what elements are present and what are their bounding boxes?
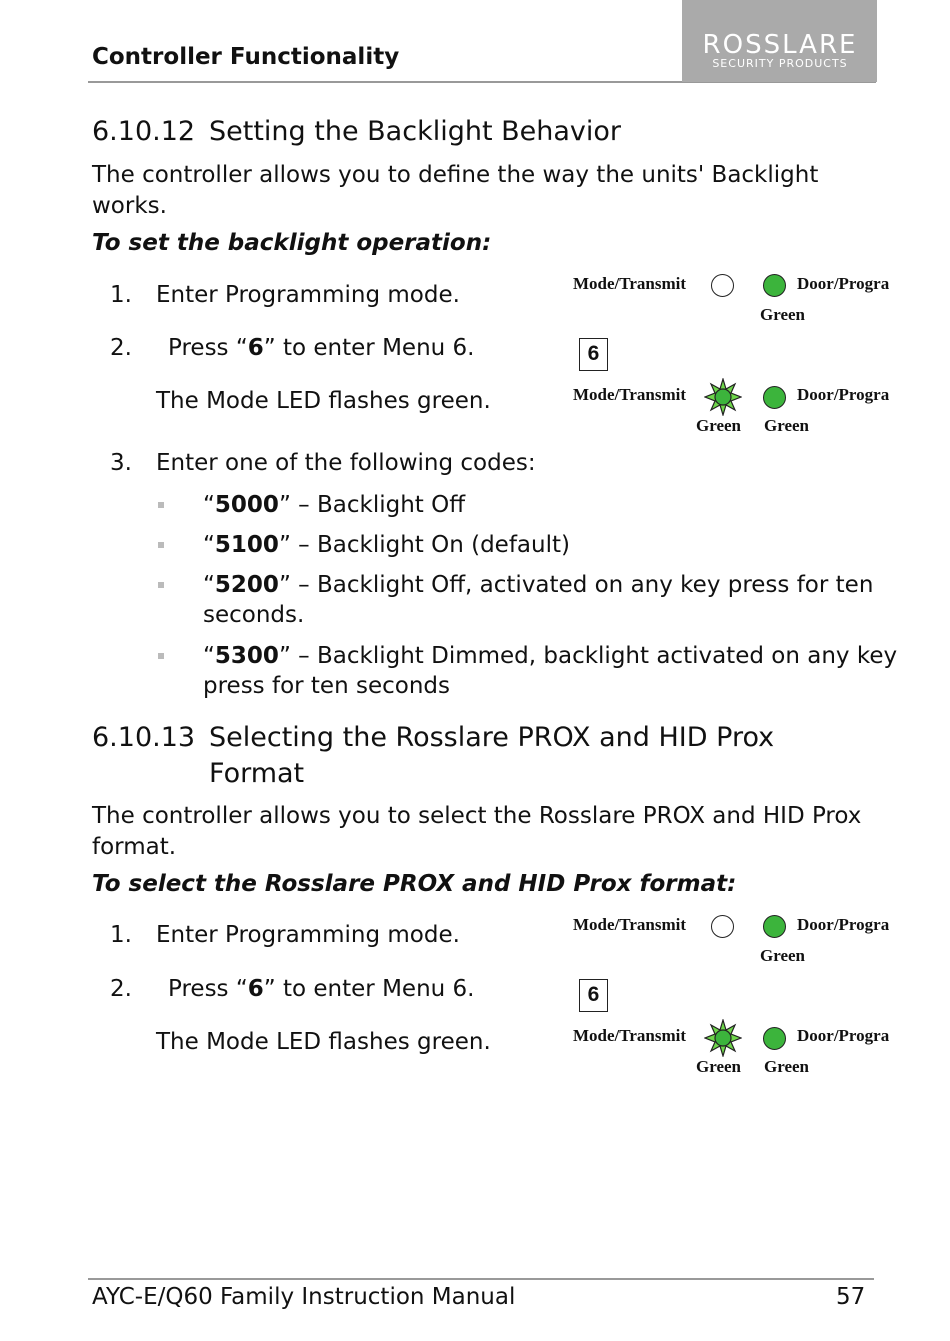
key-6-icon: 6 (579, 979, 608, 1012)
mode-transmit-label: Mode/Transmit (573, 915, 687, 934)
bullet-icon (158, 502, 164, 508)
section-heading-prox-format (92, 722, 872, 753)
mode-led-flashing-icon (704, 1019, 742, 1057)
key-6: 6 (247, 335, 264, 361)
logo-tagline: SECURITY PRODUCTS (712, 57, 848, 70)
rosslare-logo (682, 0, 877, 82)
section-title-continued: Format (209, 758, 305, 789)
code-open: “ (203, 492, 215, 518)
step-2-result: The Mode LED flashes green. (156, 388, 491, 414)
step-number: 1. (110, 922, 132, 948)
door-program-label: Door/Progra (797, 385, 890, 404)
section-intro (92, 160, 818, 222)
section-title: Setting the Backlight Behavior (209, 116, 622, 147)
door-led-green-icon (763, 915, 786, 938)
intro-line: The controller allows you to define the way the units' Backlight (92, 162, 819, 188)
door-led-color-label: Green (764, 1057, 810, 1076)
page-number: 57 (836, 1284, 866, 1310)
led-diagram-section2 (573, 911, 908, 1081)
mode-transmit-label: Mode/Transmit (573, 385, 687, 404)
step-2-result: The Mode LED flashes green. (156, 1029, 491, 1055)
step-number: 2. (110, 976, 132, 1002)
section-number: 6.10.12 (92, 116, 196, 147)
step-text-post: ” to enter Menu 6. (263, 976, 475, 1002)
door-led-green-icon (763, 274, 786, 297)
step-text-pre: Press “ (168, 976, 248, 1002)
code-value: 5300 (214, 643, 279, 669)
running-header-title: Controller Functionality (92, 44, 400, 70)
step-number: 3. (110, 450, 132, 476)
step-text: Enter one of the following codes: (156, 450, 536, 476)
step-number: 2. (110, 335, 132, 361)
code-description: – Backlight Off (290, 492, 466, 518)
code-description: – Backlight Dimmed, backlight activated on any key (290, 643, 898, 669)
section-heading-backlight (92, 116, 621, 147)
door-program-label: Door/Progra (797, 915, 890, 934)
section-intro (92, 801, 861, 863)
step-text-pre: Press “ (168, 335, 248, 361)
code-value: 5000 (214, 492, 279, 518)
code-value: 5100 (214, 532, 279, 558)
intro-line: works. (92, 193, 167, 219)
procedure-intro: To select the Rosslare PROX and HID Prox format: (92, 871, 737, 897)
mode-led-flashing-icon (704, 378, 742, 416)
code-value: 5200 (214, 572, 279, 598)
led-diagram-section1 (573, 270, 908, 440)
door-led-green-icon (763, 1027, 786, 1050)
code-open: “ (203, 643, 215, 669)
code-description-cont: press for ten seconds (203, 673, 450, 699)
code-description: – Backlight Off, activated on any key press for ten (290, 572, 874, 598)
door-program-label: Door/Progra (797, 1026, 890, 1045)
door-program-label: Door/Progra (797, 274, 890, 293)
key-6-icon: 6 (579, 338, 608, 371)
section-title: Selecting the Rosslare PROX and HID Prox (209, 722, 775, 753)
mode-led-off-icon (711, 915, 734, 938)
manual-title: AYC-E/Q60 Family Instruction Manual (92, 1284, 516, 1310)
intro-line: The controller allows you to select the Rosslare PROX and HID Prox (92, 803, 862, 829)
code-close: ” (278, 532, 291, 558)
key-6: 6 (247, 976, 264, 1002)
mode-transmit-label: Mode/Transmit (573, 274, 687, 293)
code-close: ” (278, 492, 291, 518)
code-open: “ (203, 572, 215, 598)
intro-line: format. (92, 834, 177, 860)
bullet-icon (158, 653, 164, 659)
step-text: Enter Programming mode. (156, 922, 460, 948)
step-number: 1. (110, 282, 132, 308)
step-text (168, 335, 474, 361)
code-open: “ (203, 532, 215, 558)
step-text: Enter Programming mode. (156, 282, 460, 308)
bullet-icon (158, 582, 164, 588)
footer-divider (88, 1278, 874, 1280)
procedure-intro: To set the backlight operation: (92, 230, 492, 256)
door-led-color-label: Green (764, 416, 810, 435)
door-led-green-icon (763, 386, 786, 409)
mode-led-color-label: Green (696, 416, 742, 435)
logo-brand: ROSSLARE (702, 30, 858, 60)
code-close: ” (278, 643, 291, 669)
bullet-icon (158, 542, 164, 548)
mode-transmit-label: Mode/Transmit (573, 1026, 687, 1045)
section-number: 6.10.13 (92, 722, 196, 753)
mode-led-off-icon (711, 274, 734, 297)
step-text (168, 976, 474, 1002)
code-description-cont: seconds. (203, 602, 305, 628)
door-led-color-label: Green (760, 305, 806, 324)
step-text-post: ” to enter Menu 6. (263, 335, 475, 361)
mode-led-color-label: Green (696, 1057, 742, 1076)
code-description: – Backlight On (default) (290, 532, 570, 558)
door-led-color-label: Green (760, 946, 806, 965)
code-close: ” (278, 572, 291, 598)
